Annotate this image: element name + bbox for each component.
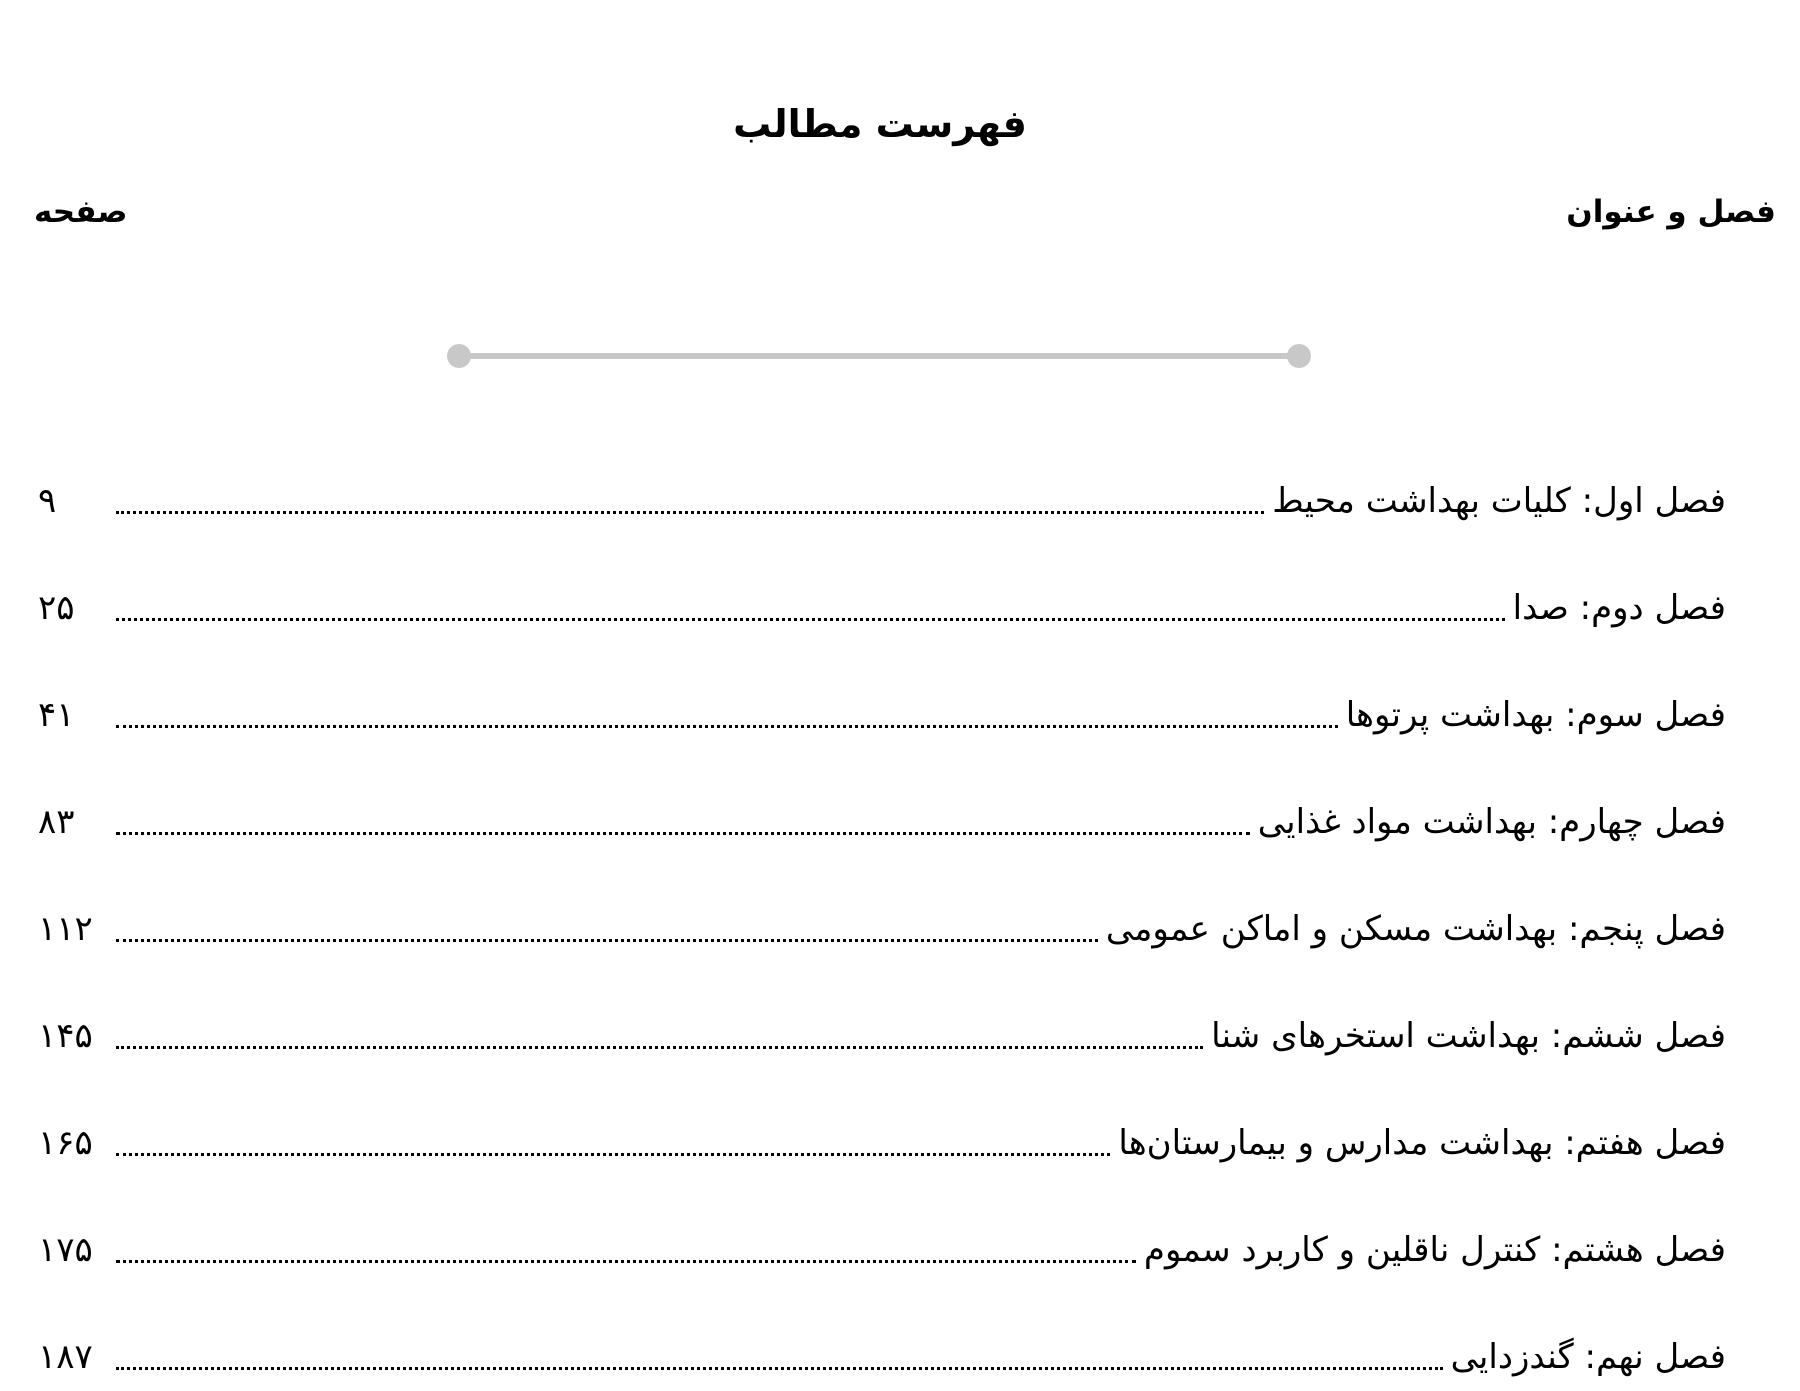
toc-dot-leader — [116, 832, 1250, 835]
toc-dot-leader — [116, 511, 1264, 514]
toc-dot-leader — [116, 1153, 1110, 1156]
toc-entry-title: فصل دوم: صدا — [1512, 588, 1726, 628]
toc-entry[interactable] — [38, 1205, 1726, 1275]
divider-end-dot-left — [447, 344, 471, 368]
toc-dot-leader — [116, 725, 1338, 728]
toc-entry[interactable] — [38, 884, 1726, 954]
toc-entry-page: ۲۵ — [38, 588, 75, 628]
toc-dot-leader — [116, 1260, 1136, 1263]
toc-dot-leader — [116, 939, 1098, 942]
toc-entry-title: فصل هشتم: کنترل ناقلین و کاربرد سموم — [1143, 1230, 1726, 1270]
toc-entry-page: ۱۴۵ — [38, 1016, 93, 1056]
toc-dot-leader — [116, 1046, 1203, 1049]
toc-entry[interactable] — [38, 1098, 1726, 1168]
page-title: فهرست مطالب — [733, 102, 1027, 146]
toc-entry-title: فصل چهارم: بهداشت مواد غذایی — [1257, 802, 1726, 842]
toc-entry[interactable] — [38, 1312, 1726, 1382]
toc-entry[interactable] — [38, 670, 1726, 740]
toc-entry-title: فصل اول: کلیات بهداشت محیط — [1272, 481, 1726, 521]
toc-entry-title: فصل ششم: بهداشت استخرهای شنا — [1211, 1016, 1726, 1056]
toc-dot-leader — [116, 1367, 1443, 1370]
toc-entry-page: ۱۱۲ — [38, 909, 93, 949]
toc-entry-page: ۱۸۷ — [38, 1337, 93, 1377]
toc-entry-page: ۱۶۵ — [38, 1123, 93, 1163]
toc-entry[interactable] — [38, 456, 1726, 526]
decorative-divider — [446, 343, 1312, 369]
toc-entry-title: فصل هفتم: بهداشت مدارس و بیمارستان‌ها — [1118, 1123, 1726, 1163]
toc-entry-page: ۴۱ — [38, 695, 75, 735]
toc-entry[interactable] — [38, 991, 1726, 1061]
column-header-chapter: فصل و عنوان — [1566, 194, 1776, 230]
toc-entry[interactable] — [38, 563, 1726, 633]
toc-entry-page: ۱۷۵ — [38, 1230, 93, 1270]
toc-entry-page: ۹ — [38, 481, 57, 521]
toc-dot-leader — [116, 618, 1505, 621]
column-header-page: صفحه — [34, 194, 128, 230]
toc-entry-title: فصل نهم: گندزدایی — [1450, 1337, 1726, 1377]
toc-entry-title: فصل پنجم: بهداشت مسکن و اماکن عمومی — [1105, 909, 1726, 949]
divider-end-dot-right — [1287, 344, 1311, 368]
toc-entry-title: فصل سوم: بهداشت پرتوها — [1345, 695, 1726, 735]
toc-entry-page: ۸۳ — [38, 802, 75, 842]
toc-entry[interactable] — [38, 777, 1726, 847]
